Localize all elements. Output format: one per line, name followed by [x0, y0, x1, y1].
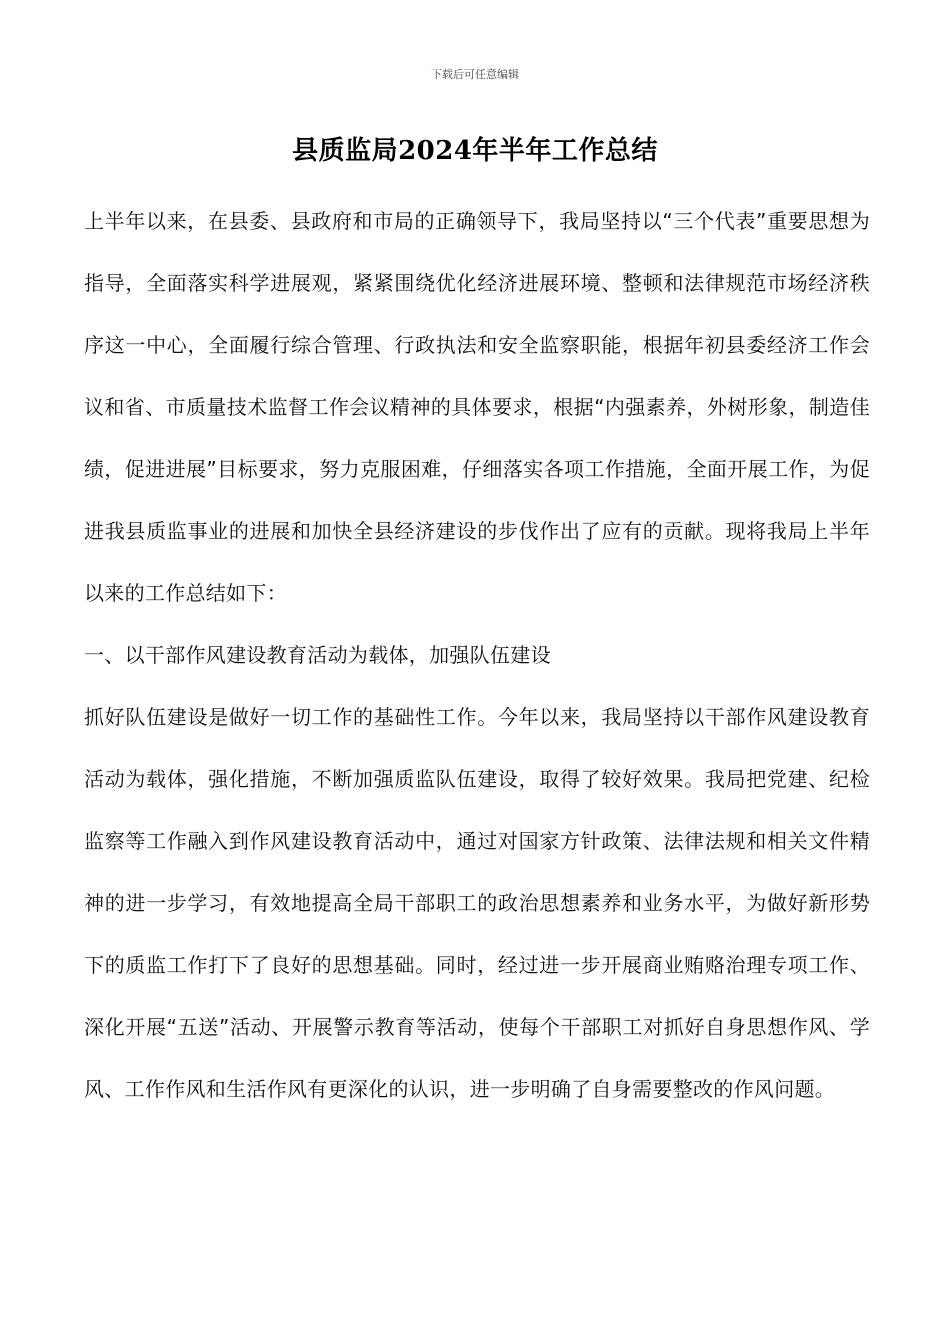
section-paragraph: 抓好队伍建设是做好一切工作的基础性工作。今年以来，我局坚持以干部作风建设教育活动为载体，强化措施，不断加强质监队伍建设，取得了较好效果。我局把党建、纪检监察等工作融入到作风建设教育活动中，通过对国家方针政策、法律法规和相关文件精神的进一步学习，有效地提高全局干部职工的政治思想素养和业务水平，为做好新形势下的质监工作打下了良好的思想基础。同时，经过进一步开展商业贿赂治理专项工作、深化开展“五送”活动、开展警示教育等活动，使每个干部职工对抓好自身思想作风、学风、工作作风和生活作风有更深化的认识，进一步明确了自身需要整改的作风问题。: [84, 705, 870, 1101]
section-heading: 一、以干部作风建设教育活动为载体，加强队伍建设: [84, 643, 551, 667]
intro-paragraph: 上半年以来，在县委、县政府和市局的正确领导下，我局坚持以“三个代表”重要思想为指导，全面落实科学进展观，紧紧围绕优化经济进展环境、整顿和法律规范市场经济秩序这一中心，全面履行综合管理、行政执法和安全监察职能，根据年初县委经济工作会议和省、市质量技术监督工作会议精神的具体要求，根据“内强素养，外树形象，制造佳绩，促进进展”目标要求，努力克服困难，仔细落实各项工作措施，全面开展工作，为促进我县质监事业的进展和加快全县经济建设的步伐作出了应有的贡献。现将我局上半年以来的工作总结如下：: [84, 209, 870, 605]
header-note: 下载后可任意编辑: [431, 68, 519, 81]
document-title: 县质监局2024年半年工作总结: [292, 136, 658, 166]
document-body: [84, 190, 870, 1120]
